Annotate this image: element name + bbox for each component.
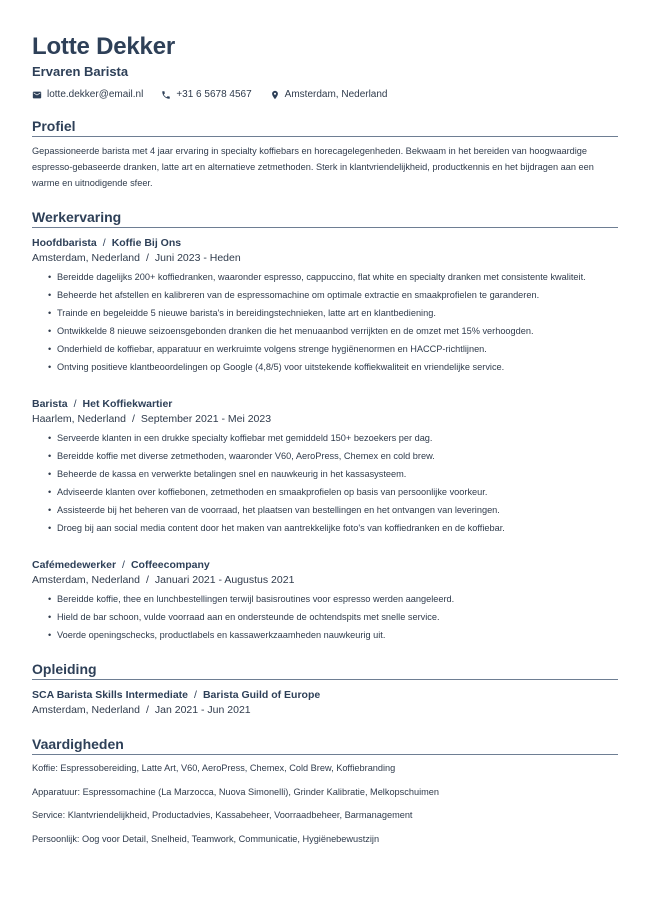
profile-text: Gepassioneerde barista met 4 jaar ervaring in specialty koffiebars en horecagelegenheden. Bekwaam in het bereiden van hoogwaardige espresso-gebaseerde dranken, latte art en alternatieve zetmethoden. Sterk in klantvriendelijkheid, productkennis en het bijdragen aan een warme en uitnodigende sfeer. [32, 146, 594, 188]
job-location: Haarlem, Nederland [32, 413, 126, 425]
candidate-title: Ervaren Barista [32, 64, 129, 79]
section-heading: Vaardigheden [32, 736, 618, 755]
education-degree: SCA Barista Skills Intermediate [32, 689, 189, 701]
email-text: lotte.dekker@email.nl [47, 89, 144, 100]
section-heading: Profiel [32, 118, 618, 137]
separator: / [194, 689, 197, 701]
separator: / [102, 237, 106, 249]
profile-section [32, 118, 618, 191]
separator: / [145, 252, 149, 264]
contact-email[interactable] [32, 89, 143, 100]
job-meta [32, 412, 618, 427]
skill-line: Persoonlijk: Oog voor Detail, Snelheid, Teamwork, Communicatie, Hygiënebewustzijn [32, 833, 380, 844]
bullet-item: • Serveerde klanten in een drukke specialty koffiebar met gemiddeld 150+ bezoekers per dag. [48, 430, 618, 446]
bullet-item: • Trainde en begeleidde 5 nieuwe barista's in bereidingstechnieken, latte art en klantbediening. [48, 305, 618, 321]
skills-list [32, 760, 618, 847]
education-location: Amsterdam, Nederland [32, 704, 140, 716]
skill-line: Service: Klantvriendelijkheid, Productadvies, Kassabeheer, Voorraadbeheer, Barmanagement [32, 810, 413, 820]
job-header [32, 397, 618, 412]
bullet-item: • Beheerde de kassa en verwerkte betalingen snel en nauwkeurig in het kassasysteem. [48, 466, 618, 482]
skill-line: Koffie: Espressobereiding, Latte Art, V60, AeroPress, Chemex, Cold Brew, Koffiebranding [32, 763, 396, 773]
bullet-item: • Adviseerde klanten over koffiebonen, zetmethoden en smaakprofielen op basis van persoonlijke voorkeur. [48, 484, 618, 500]
bullet-item: • Hield de bar schoon, vulde voorraad aan en ondersteunde de ochtendspits met snelle service. [48, 609, 618, 625]
separator: / [131, 413, 135, 425]
job-location: Amsterdam, Nederland [32, 574, 140, 586]
job-role: Hoofdbarista [32, 237, 97, 249]
job-company: Het Koffiekwartier [82, 398, 173, 410]
bullet-item: • Onderhield de koffiebar, apparatuur en werkruimte volgens strenge hygiënenormen en HACCP-richtlijnen. [48, 341, 618, 357]
separator: / [145, 574, 149, 586]
job-period: September 2021 - Mei 2023 [140, 413, 272, 425]
job-role: Cafémedewerker [32, 559, 117, 571]
bullet-item: • Bereidde dagelijks 200+ koffiedranken, waaronder espresso, cappuccino, flat white en specialty dranken met consistente kwaliteit. [48, 269, 618, 285]
bullet-item: • Ontving positieve klantbeoordelingen op Google (4,8/5) voor uitstekende koffiekwaliteit en vriendelijke service. [48, 359, 618, 375]
job-role: Barista [32, 398, 68, 410]
resume-header [32, 33, 618, 100]
phone-text: +31 6 5678 4567 [176, 89, 252, 100]
bullet-item: • Droeg bij aan social media content door het maken van aantrekkelijke foto's van koffiedranken en de koffiebar. [48, 520, 618, 536]
education-period: Jan 2021 - Jun 2021 [154, 704, 251, 716]
skills-section [32, 736, 618, 847]
separator: / [73, 398, 77, 410]
bullet-item: • Ontwikkelde 8 nieuwe seizoensgebonden dranken die het menuaanbod verrijkten en de omzet met 15% verhoogden. [48, 323, 618, 339]
job-period: Januari 2021 - Augustus 2021 [154, 574, 295, 586]
job-entry [32, 236, 618, 375]
job-meta [32, 251, 618, 266]
location-pin-icon [270, 90, 280, 100]
job-bullets [32, 269, 618, 375]
job-meta [32, 573, 618, 588]
job-bullets [32, 430, 618, 536]
job-company: Coffeecompany [130, 559, 210, 571]
separator: / [122, 559, 125, 571]
location-text: Amsterdam, Nederland [284, 89, 388, 100]
job-entry [32, 558, 618, 643]
bullet-item: • Beheerde het afstellen en kalibreren van de espressomachine om optimale extractie en smaakprofielen te garanderen. [48, 287, 618, 303]
bullet-item: • Bereidde koffie met diverse zetmethoden, waaronder V60, AeroPress, Chemex en cold brew. [48, 448, 618, 464]
education-section [32, 661, 618, 718]
job-location: Amsterdam, Nederland [32, 252, 140, 264]
contact-row [32, 89, 618, 100]
education-header [32, 688, 618, 703]
education-entry [32, 688, 618, 718]
job-entry [32, 397, 618, 536]
section-heading: Werkervaring [32, 209, 618, 228]
experience-section [32, 209, 618, 643]
skill-line: Apparatuur: Espressomachine (La Marzocca, Nuova Simonelli), Grinder Kalibratie, Melkopschuimen [32, 786, 439, 797]
bullet-item: • Voerde openingschecks, productlabels en kassawerkzaamheden nauwkeurig uit. [48, 627, 618, 643]
section-heading: Opleiding [32, 661, 618, 680]
candidate-name: Lotte Dekker [32, 33, 175, 60]
contact-phone[interactable] [161, 89, 251, 100]
job-header [32, 236, 618, 251]
phone-icon [161, 90, 171, 100]
job-company: Koffie Bij Ons [111, 237, 182, 249]
education-institution: Barista Guild of Europe [202, 689, 321, 701]
job-bullets [32, 591, 618, 643]
education-meta [32, 703, 618, 718]
mail-icon [32, 90, 42, 100]
bullet-item: • Bereidde koffie, thee en lunchbestellingen terwijl basisroutines voor espresso werden aangeleerd. [48, 591, 618, 607]
contact-location [270, 89, 388, 100]
bullet-item: • Assisteerde bij het beheren van de voorraad, het plaatsen van bestellingen en het ontvangen van leveringen. [48, 502, 618, 518]
separator: / [145, 704, 149, 716]
job-header [32, 558, 618, 573]
job-period: Juni 2023 - Heden [154, 252, 241, 264]
